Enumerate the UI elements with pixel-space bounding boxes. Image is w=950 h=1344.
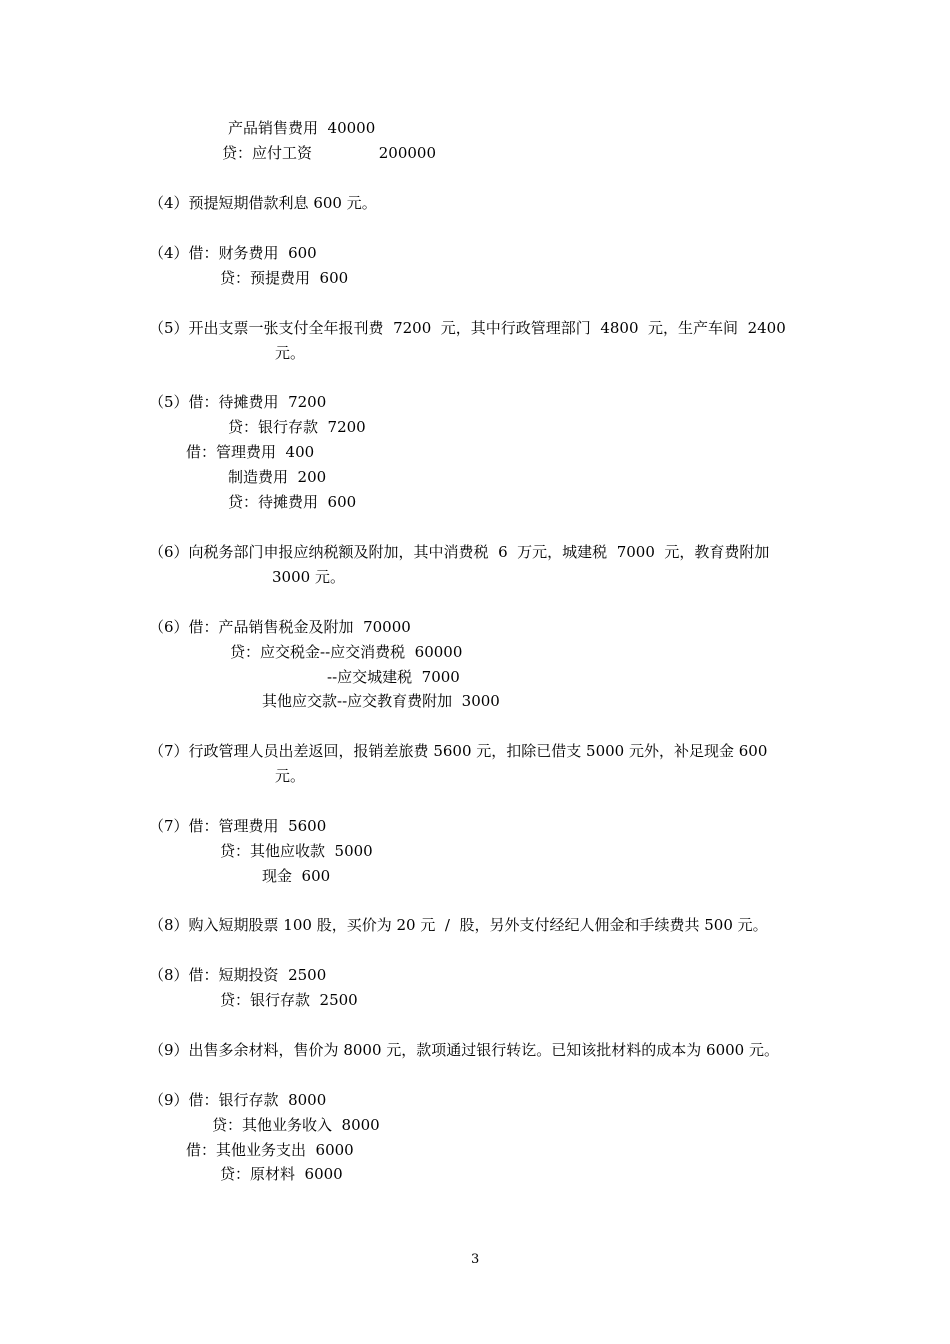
- text-line: 3000 元。: [272, 568, 345, 586]
- text-line: 其他应交款--应交教育费附加 3000: [262, 692, 500, 710]
- text-line: （9）出售多余材料，售价为 8000 元，款项通过银行转讫。已知该批材料的成本为 6000 元。: [149, 1041, 779, 1059]
- text-line: 贷：待摊费用 600: [228, 493, 357, 511]
- text-line: 元。: [275, 767, 306, 785]
- text-line: 贷：其他应收款 5000: [220, 842, 373, 860]
- text-line: 贷：应交税金--应交消费税 60000: [230, 643, 463, 661]
- text-line: （6）向税务部门申报应纳税额及附加，其中消费税 6 万元，城建税 7000 元，教育费附加: [149, 543, 770, 561]
- text-line: 贷：银行存款 7200: [228, 418, 366, 436]
- text-line: 贷：其他业务收入 8000: [212, 1116, 380, 1134]
- text-line: （8）借：短期投资 2500: [149, 966, 327, 984]
- text-line: （4）借：财务费用 600: [149, 244, 317, 262]
- text-line: （8）购入短期股票 100 股，买价为 20 元 / 股，另外支付经纪人佣金和手续费共 500 元。: [149, 916, 768, 934]
- text-line: --应交城建税 7000: [327, 668, 460, 686]
- text-line: 借：其他业务支出 6000: [186, 1141, 354, 1159]
- text-line: 现金 600: [262, 867, 331, 885]
- text-line: （7）行政管理人员出差返回，报销差旅费 5600 元，扣除已借支 5000 元外，补足现金 600: [149, 742, 768, 760]
- text-line: （5）开出支票一张支付全年报刊费 7200 元，其中行政管理部门 4800 元，生产车间 2400: [149, 319, 786, 337]
- text-line: 元。: [275, 344, 306, 362]
- text-line: （9）借：银行存款 8000: [149, 1091, 327, 1109]
- text-line: （7）借：管理费用 5600: [149, 817, 327, 835]
- page-number: 3: [471, 1252, 480, 1267]
- text-line: （4）预提短期借款利息 600 元。: [149, 194, 377, 212]
- text-line: 贷：原材料 6000: [220, 1165, 343, 1183]
- text-line: （6）借：产品销售税金及附加 70000: [149, 618, 411, 636]
- text-line: 借：管理费用 400: [186, 443, 315, 461]
- text-line: 贷：应付工资 200000: [222, 144, 437, 162]
- text-line: 贷：银行存款 2500: [220, 991, 358, 1009]
- text-line: 产品销售费用 40000: [228, 119, 376, 137]
- text-line: 制造费用 200: [228, 468, 327, 486]
- text-line: （5）借：待摊费用 7200: [149, 393, 327, 411]
- text-line: 贷：预提费用 600: [220, 269, 349, 287]
